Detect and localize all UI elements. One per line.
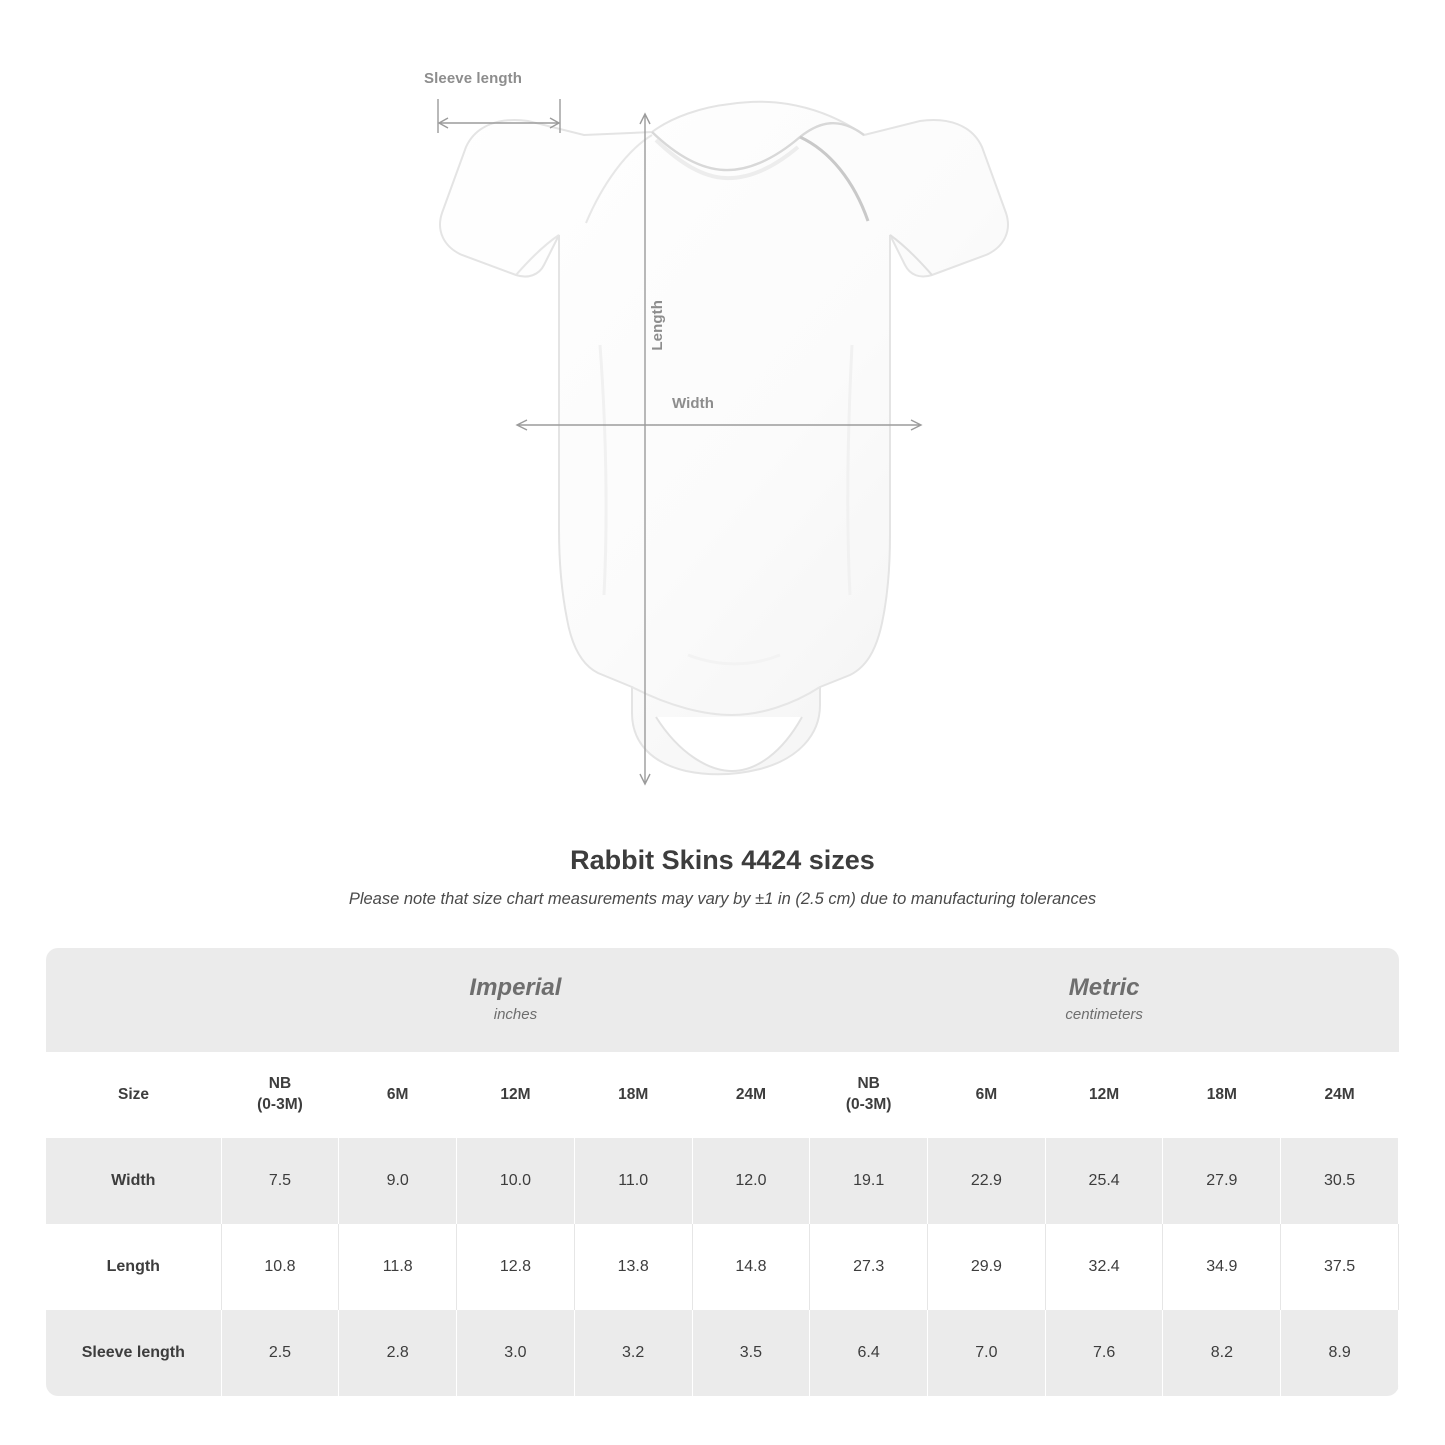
table-row xyxy=(46,1138,1399,1224)
header-metric-6m: 6M xyxy=(928,1052,1046,1138)
row-label-length: Length xyxy=(46,1224,221,1310)
width-arrow xyxy=(517,420,921,430)
banner-metric xyxy=(810,948,1399,1052)
length-imperial-nb: 10.8 xyxy=(221,1224,339,1310)
header-imperial-18m: 18M xyxy=(574,1052,692,1138)
page-title: Rabbit Skins 4424 sizes xyxy=(570,845,875,875)
length-imperial-6m: 11.8 xyxy=(339,1224,457,1310)
sleeve-metric-12m: 7.6 xyxy=(1045,1310,1163,1396)
banner-corner-cell xyxy=(46,948,221,1052)
width-metric-6m: 22.9 xyxy=(928,1138,1046,1224)
row-label-width: Width xyxy=(46,1138,221,1224)
width-imperial-6m: 9.0 xyxy=(339,1138,457,1224)
width-metric-24m: 30.5 xyxy=(1281,1138,1399,1224)
header-metric-nb-sub: (0-3M) xyxy=(845,1096,892,1113)
table-row xyxy=(46,1224,1399,1310)
sleeve-imperial-24m: 3.5 xyxy=(692,1310,810,1396)
length-metric-24m: 37.5 xyxy=(1281,1224,1399,1310)
length-imperial-18m: 13.8 xyxy=(574,1224,692,1310)
header-metric-12m: 12M xyxy=(1045,1052,1163,1138)
length-imperial-12m: 12.8 xyxy=(457,1224,575,1310)
header-imperial-nb xyxy=(221,1052,339,1138)
title-block xyxy=(0,845,1445,909)
measurement-arrows xyxy=(420,95,1020,795)
sleeve-metric-24m: 8.9 xyxy=(1281,1310,1399,1396)
length-arrow xyxy=(640,114,650,784)
sleeve-metric-6m: 7.0 xyxy=(928,1310,1046,1396)
banner-metric-name: Metric xyxy=(1068,974,1140,1001)
sleeve-imperial-12m: 3.0 xyxy=(457,1310,575,1396)
length-metric-6m: 29.9 xyxy=(928,1224,1046,1310)
header-imperial-24m: 24M xyxy=(692,1052,810,1138)
banner-imperial xyxy=(221,948,810,1052)
sleeve-length-annotation: Sleeve length xyxy=(424,70,523,87)
sleeve-length-arrow xyxy=(438,99,560,133)
width-imperial-18m: 11.0 xyxy=(574,1138,692,1224)
width-metric-nb: 19.1 xyxy=(810,1138,928,1224)
header-metric-nb-main: NB xyxy=(857,1075,880,1093)
tolerance-note: Please note that size chart measurements may vary by ±1 in (2.5 cm) due to manufacturing tolerances xyxy=(348,890,1097,908)
header-metric-18m: 18M xyxy=(1163,1052,1281,1138)
header-size-label: Size xyxy=(46,1052,221,1138)
sleeve-imperial-6m: 2.8 xyxy=(339,1310,457,1396)
table-row xyxy=(46,1310,1399,1396)
banner-imperial-unit: inches xyxy=(493,1006,538,1023)
header-metric-24m: 24M xyxy=(1281,1052,1399,1138)
header-imperial-nb-main: NB xyxy=(268,1075,292,1093)
header-metric-nb xyxy=(810,1052,928,1138)
banner-metric-unit: centimeters xyxy=(1065,1006,1143,1023)
sleeve-metric-18m: 8.2 xyxy=(1163,1310,1281,1396)
width-metric-12m: 25.4 xyxy=(1045,1138,1163,1224)
length-metric-18m: 34.9 xyxy=(1163,1224,1281,1310)
size-header-row xyxy=(46,1052,1399,1138)
header-imperial-nb-sub: (0-3M) xyxy=(257,1096,303,1113)
sleeve-metric-nb: 6.4 xyxy=(810,1310,928,1396)
length-annotation: Length xyxy=(649,300,666,351)
sleeve-imperial-18m: 3.2 xyxy=(574,1310,692,1396)
width-imperial-24m: 12.0 xyxy=(692,1138,810,1224)
length-metric-12m: 32.4 xyxy=(1045,1224,1163,1310)
sleeve-imperial-nb: 2.5 xyxy=(221,1310,339,1396)
unit-banner-row xyxy=(46,948,1399,1052)
banner-imperial-name: Imperial xyxy=(469,974,562,1001)
header-imperial-6m: 6M xyxy=(339,1052,457,1138)
length-imperial-24m: 14.8 xyxy=(692,1224,810,1310)
width-metric-18m: 27.9 xyxy=(1163,1138,1281,1224)
header-imperial-12m: 12M xyxy=(457,1052,575,1138)
width-imperial-nb: 7.5 xyxy=(221,1138,339,1224)
size-chart-table xyxy=(46,948,1399,1396)
row-label-sleeve-length: Sleeve length xyxy=(46,1310,221,1396)
width-annotation: Width xyxy=(672,395,715,412)
width-imperial-12m: 10.0 xyxy=(457,1138,575,1224)
bodysuit-graphic xyxy=(420,95,1020,795)
length-metric-nb: 27.3 xyxy=(810,1224,928,1310)
size-chart-table-wrapper xyxy=(46,948,1399,1396)
